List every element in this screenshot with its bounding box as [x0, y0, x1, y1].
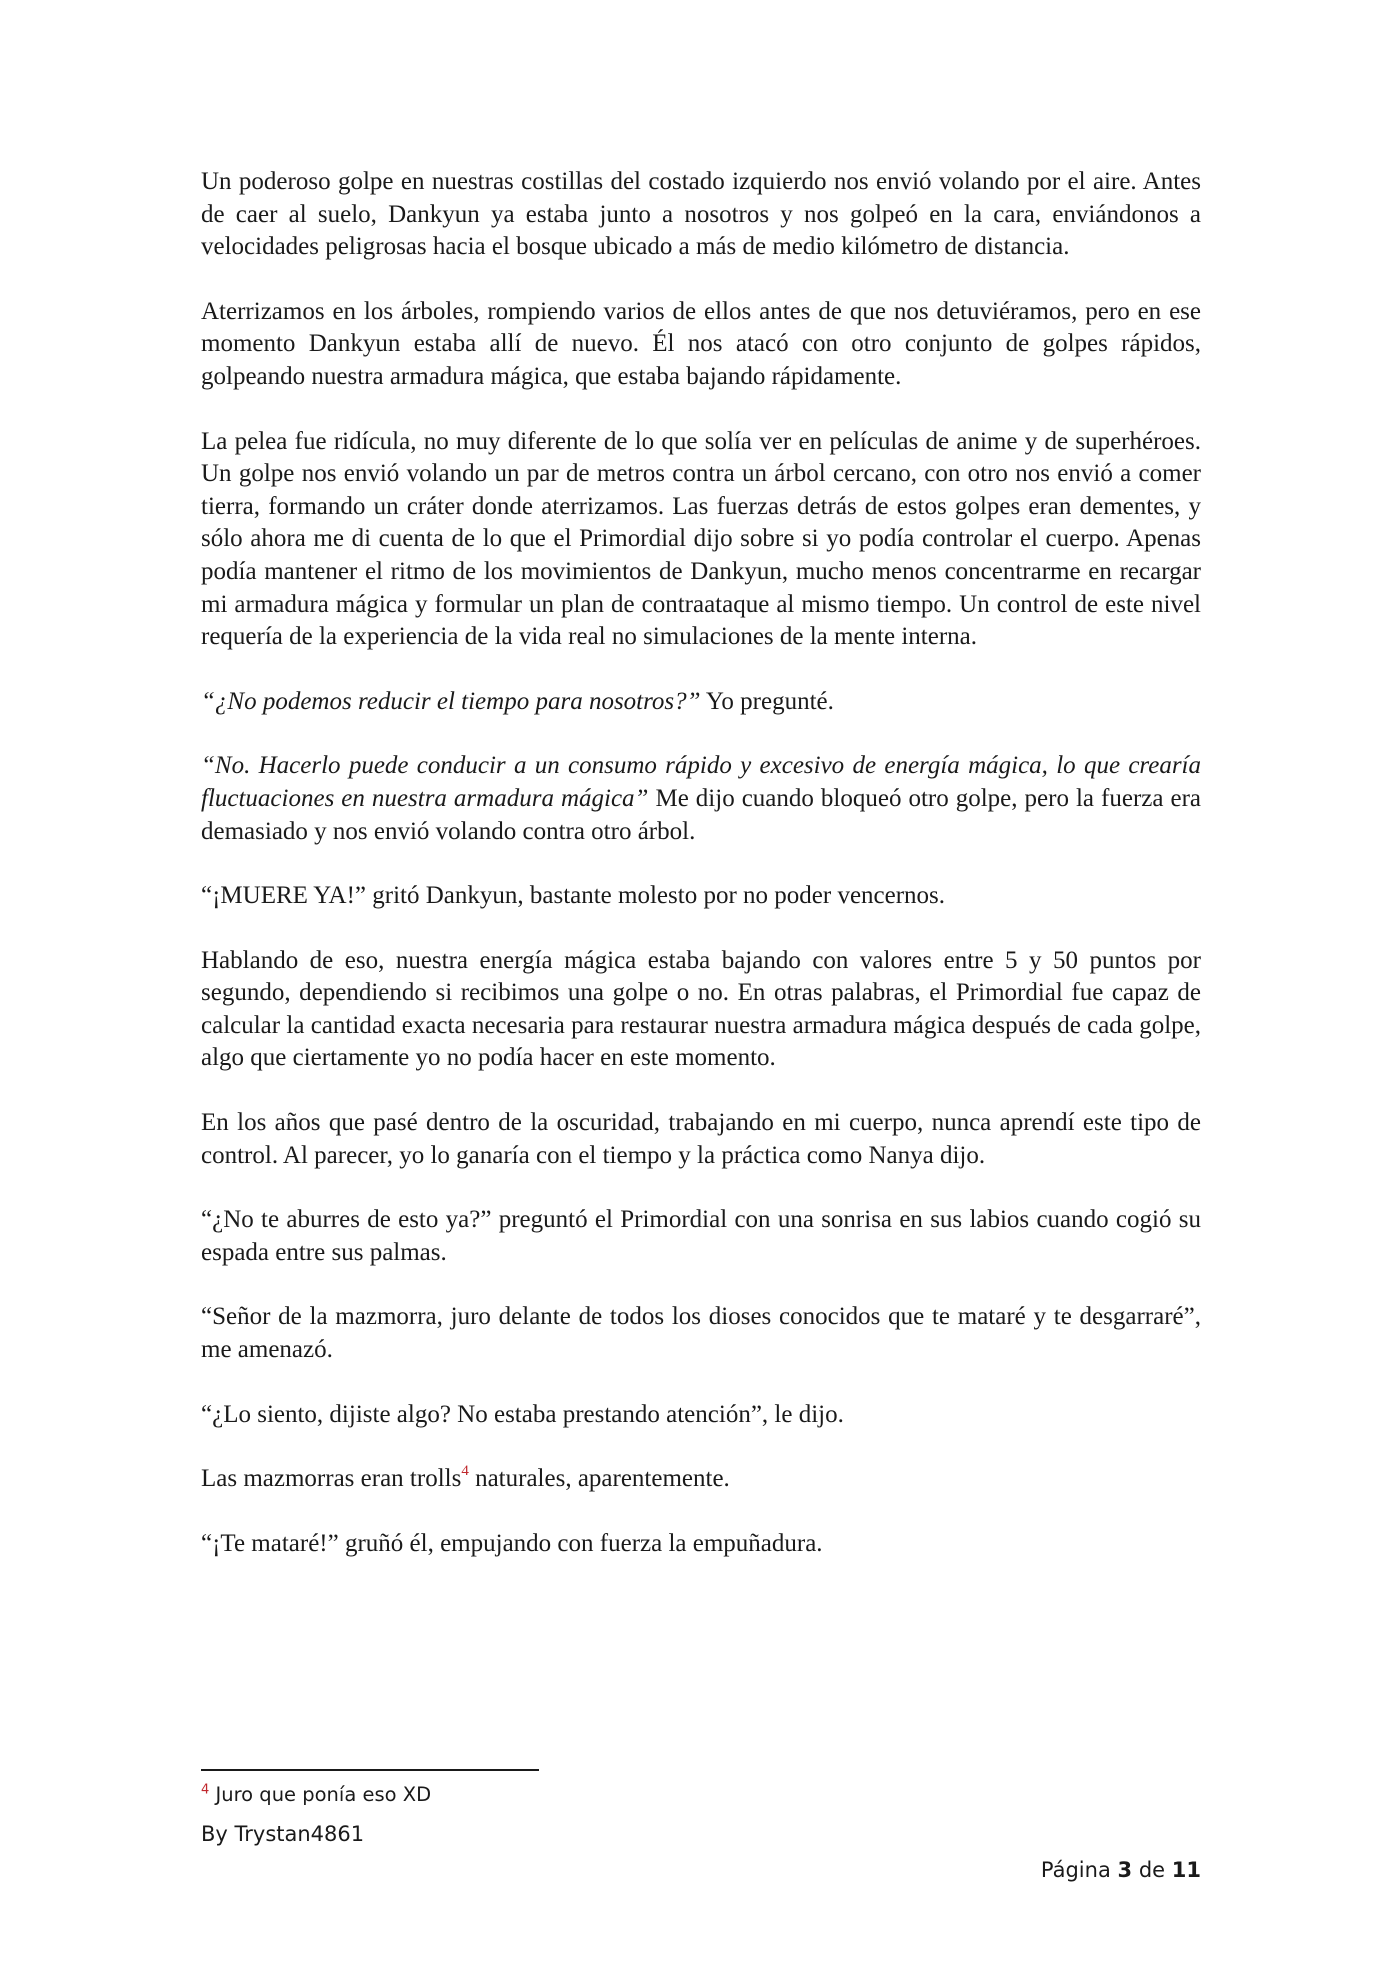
paragraph-text: Aterrizamos en los árboles, rompiendo varios de ellos antes de que nos detuviéramos, pero en ese momento Dankyun estaba allí de nuevo. Él nos atacó con otro conjunto de golpes rápidos, golpeando nuestra armadura mágica, que estaba bajando rápidamente.	[201, 297, 1201, 390]
page-number-separator: de	[1138, 1858, 1166, 1882]
paragraph	[201, 1301, 1201, 1366]
paragraph	[201, 296, 1201, 394]
paragraph-text: Hablando de eso, nuestra energía mágica estaba bajando con valores entre 5 y 50 puntos por segundo, dependiendo si recibimos una golpe o no. En otras palabras, el Primordial fue capaz de calcular la cantidad exacta necesaria para restaurar nuestra armadura mágica después de cada golpe, algo que ciertamente yo no podía hacer en este momento.	[201, 946, 1201, 1072]
paragraph	[201, 1107, 1201, 1172]
footnote-reference: 4	[461, 1462, 469, 1479]
paragraph-text: Me dijo cuando bloqueó otro golpe, pero la fuerza era demasiado y nos envió volando contra otro árbol.	[201, 784, 1201, 845]
paragraph-text: “¿Lo siento, dijiste algo? No estaba prestando atención”, le dijo.	[201, 1400, 844, 1428]
page-number-total: 11	[1171, 1858, 1201, 1882]
paragraph	[201, 880, 1201, 913]
paragraph-text: Las mazmorras eran trolls	[201, 1465, 462, 1493]
paragraph	[201, 426, 1201, 654]
footnote-text: Juro que ponía eso XD	[215, 1783, 432, 1806]
italic-dialogue: “¿No podemos reducir el tiempo para nosotros?”	[201, 687, 701, 715]
paragraph	[201, 1399, 1201, 1432]
footnote-separator	[201, 1769, 539, 1771]
paragraph-text: “Señor de la mazmorra, juro delante de todos los dioses conocidos que te mataré y te desgarraré”, me amenazó.	[201, 1303, 1201, 1364]
paragraph-text: En los años que pasé dentro de la oscuridad, trabajando en mi cuerpo, nunca aprendí este tipo de control. Al parecer, yo lo ganaría con el tiempo y la práctica como Nanya dijo.	[201, 1109, 1201, 1169]
paragraph	[201, 945, 1201, 1075]
body-text	[201, 166, 1201, 1592]
paragraph-text: “¡Te mataré!” gruñó él, empujando con fuerza la empuñadura.	[201, 1529, 823, 1557]
footnote-number: 4	[201, 1782, 210, 1798]
paragraph	[201, 1528, 1201, 1561]
italic-dialogue: “No. Hacerlo puede conducir a un consumo rápido y excesivo de energía mágica, lo que crearía fluctuaciones en nuestra armadura mágica”	[201, 752, 1201, 812]
page-number-prefix: Página	[1040, 1858, 1111, 1882]
paragraph	[201, 166, 1201, 264]
footnote	[201, 1781, 431, 1809]
page-number-current: 3	[1117, 1858, 1133, 1882]
paragraph	[201, 686, 1201, 719]
paragraph-text: Yo pregunté.	[700, 687, 834, 715]
paragraph-text: “¿No te aburres de esto ya?” preguntó el Primordial con una sonrisa en sus labios cuando cogió su espada entre sus palmas.	[201, 1206, 1201, 1266]
paragraph-text: “¡MUERE YA!” gritó Dankyun, bastante molesto por no poder vencernos.	[201, 882, 946, 910]
author-byline: By Trystan4861	[201, 1822, 365, 1846]
paragraph-text: naturales, aparentemente.	[468, 1465, 730, 1493]
paragraph	[201, 750, 1201, 848]
paragraph-text: Un poderoso golpe en nuestras costillas del costado izquierdo nos envió volando por el aire. Antes de caer al suelo, Dankyun ya estaba junto a nosotros y nos golpeó en la cara, enviándonos a velocidades peligrosas hacia el bosque ubicado a más de medio kilómetro de distancia.	[201, 168, 1201, 261]
paragraph-text: La pelea fue ridícula, no muy diferente de lo que solía ver en películas de anime y de superhéroes. Un golpe nos envió volando un par de metros contra un árbol cercano, con otro nos envió a comer tierra, formando un cráter donde aterrizamos. Las fuerzas detrás de estos golpes eran dementes, y sólo ahora me di cuenta de lo que el Primordial dijo sobre si yo podía controlar el cuerpo. Apenas podía mantener el ritmo de los movimientos de Dankyun, mucho menos concentrarme en recargar mi armadura mágica y formular un plan de contraataque al mismo tiempo. Un control de este nivel requería de la experiencia de la vida real no simulaciones de la mente interna.	[201, 427, 1201, 651]
page-number	[1041, 1855, 1201, 1885]
paragraph	[201, 1204, 1201, 1269]
paragraph	[201, 1463, 1201, 1496]
